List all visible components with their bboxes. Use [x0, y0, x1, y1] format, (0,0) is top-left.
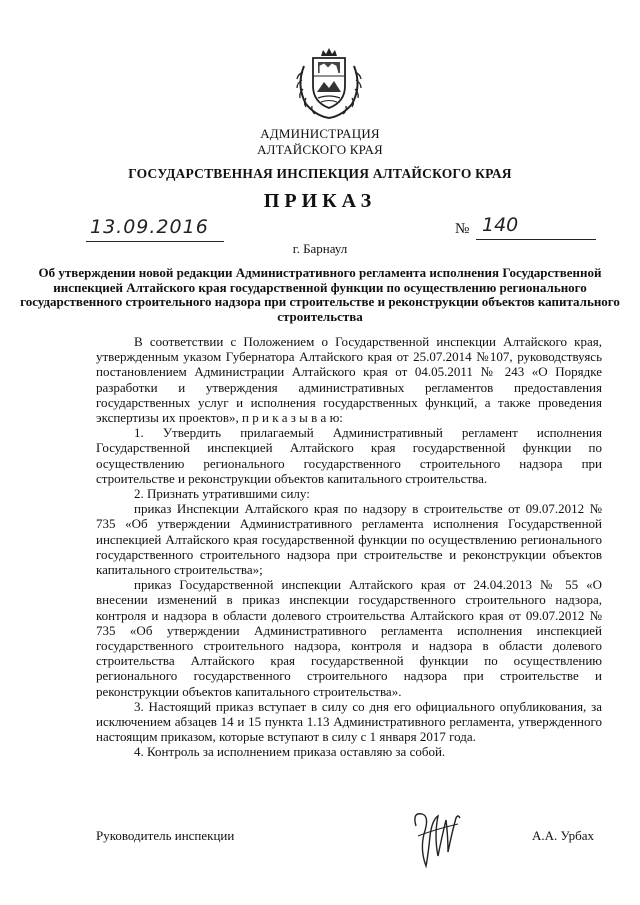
- administration-title: [0, 126, 640, 158]
- paragraph-item-1: 1. Утвердить прилагаемый Административный регламент исполнения Государственной инспекцией Алтайского края государственной функции по осуществлению регионального государственного строительного надзора при строительстве и реконструкции объектов капитального строительства.: [96, 425, 602, 486]
- number-sign: №: [455, 221, 470, 237]
- city: г. Барнаул: [292, 241, 348, 256]
- document-number: 140: [482, 214, 519, 236]
- handwritten-signature: [408, 806, 468, 872]
- paragraph-repealed-order-2: приказ Государственной инспекции Алтайского края от 24.04.2013 № 55 «О внесении изменений в приказ инспекции государственного строительного надзора, контроля и надзора в области долевого строительства Алтайского края от 09.07.2012 № 735 «Об утверждении Административного регламента исполнения инспекцией государственного строительного надзора, контроля и надзора в области долевого строительства Алтайского края государственной функции по осуществлению регионального государственного строительного надзора при строительстве и реконструкции объектов капитального строительства».: [96, 577, 602, 699]
- paragraph-item-2: 2. Признать утратившими силу:: [134, 486, 310, 502]
- paragraph-item-3: 3. Настоящий приказ вступает в силу со дня его официального опубликования, за исключением абзацев 14 и 15 пункта 1.13 Административного регламента, утвержденного настоящим приказом, которые вступают в силу с 1 января 2017 года.: [96, 698, 602, 745]
- admin-line-1: АДМИНИСТРАЦИЯ: [260, 126, 380, 141]
- coat-of-arms-icon: [294, 46, 364, 122]
- document-type: ПРИКАЗ: [263, 190, 377, 212]
- paragraph-item-4: 4. Контроль за исполнением приказа оставляю за собой.: [134, 744, 446, 760]
- signatory-position: Руководитель инспекции: [96, 828, 235, 843]
- signatory-name: А.А. Урбах: [532, 828, 594, 843]
- paragraph-repealed-order-1: приказ Инспекции Алтайского края по надзору в строительстве от 09.07.2012 № 735 «Об утверждении Административного регламента исполнения Государственной инспекцией Алтайского края государственной функции по осуществлению регионального государственного строительного надзора при строительстве и реконструкции объектов капитального строительства»;: [96, 501, 602, 578]
- document-subject: Об утверждении новой редакции Административного регламента исполнения Государственной инспекцией Алтайского края государственной функции по осуществлению регионального государственного строительного надзора при строительстве и реконструкции объектов капитального строительства: [20, 265, 620, 324]
- inspection-title: ГОСУДАРСТВЕННАЯ ИНСПЕКЦИЯ АЛТАЙСКОГО КРАЯ: [128, 166, 512, 181]
- document-body: [96, 334, 602, 760]
- admin-line-2: АЛТАЙСКОГО КРАЯ: [257, 142, 383, 157]
- document-date: 13.09.2016: [90, 216, 209, 238]
- paragraph-preamble: В соответствии с Положением о Государственной инспекции Алтайского края, утвержденным указом Губернатора Алтайского края от 25.07.2014 №107, руководствуясь постановлением Администрации Алтайского края от 04.05.2011 № 243 «О Порядке разработки и утверждения административных регламентов предоставления государственных услуг и исполнения государственных функций, а также проведения экспертизы их проектов», п р и к а з ы в а ю:: [96, 334, 602, 426]
